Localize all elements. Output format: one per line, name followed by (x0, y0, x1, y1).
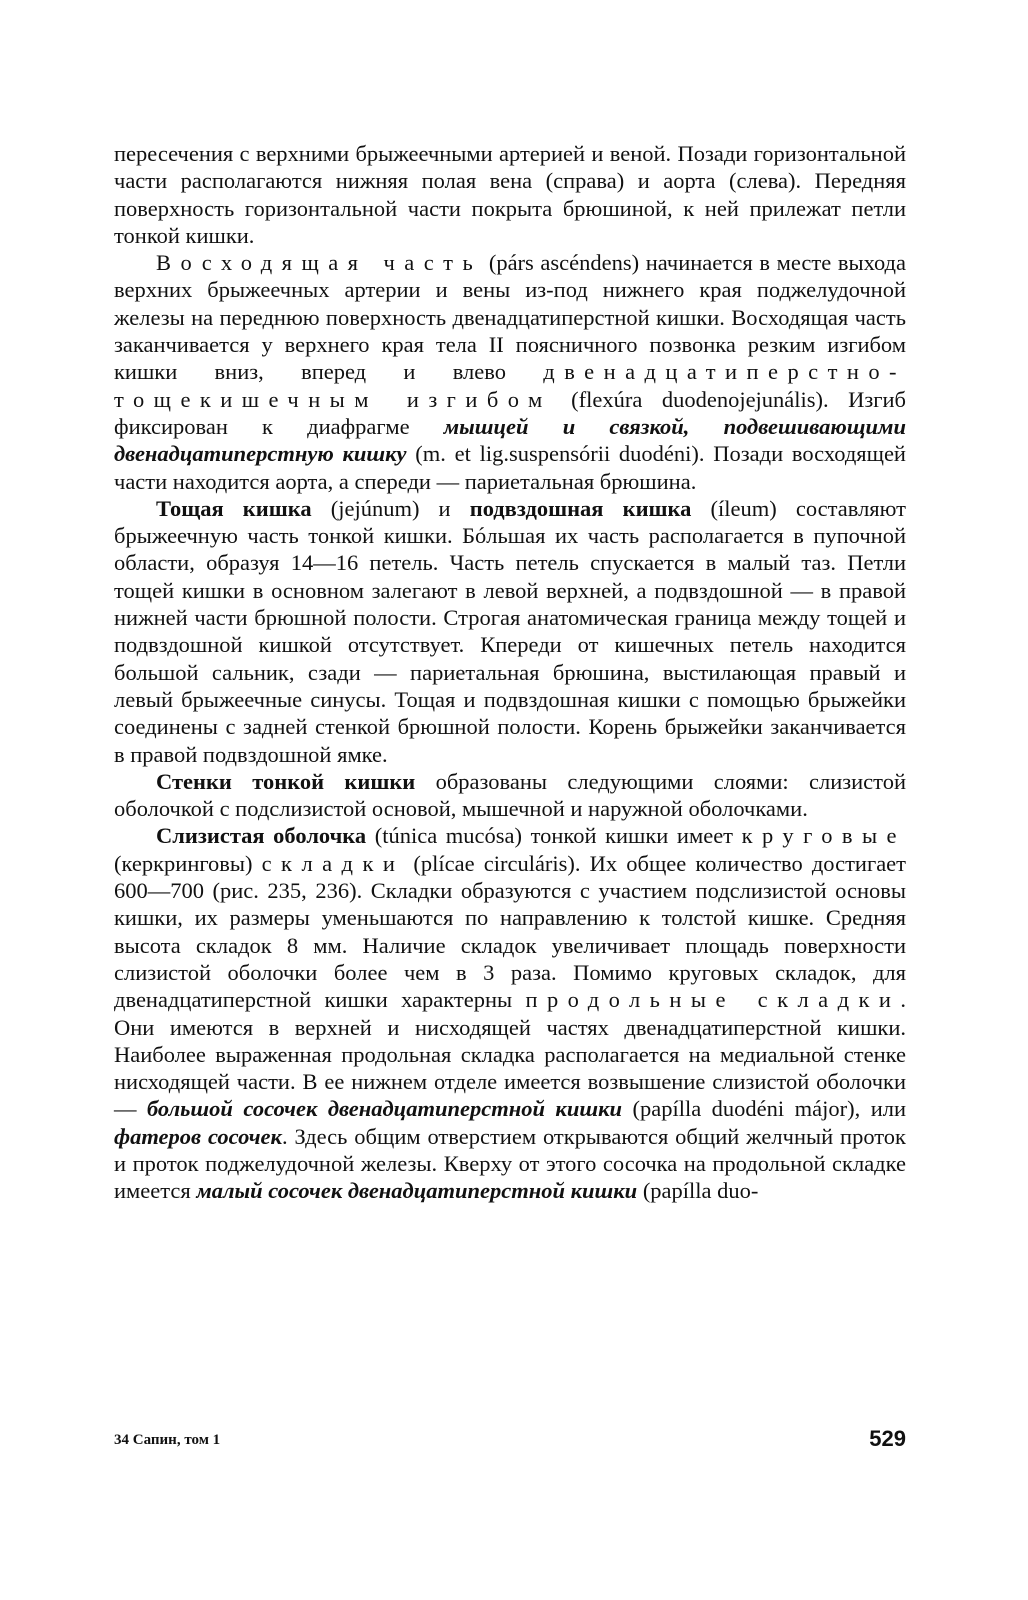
bold-term-jejunum: Тощая кишка (156, 495, 312, 521)
term-circular: круговые (741, 823, 906, 849)
italic-term-vater-papilla: фатеров сосочек (114, 1123, 282, 1149)
term-duodenojejunal-flexure: двенадцатиперстно-тощекишечным изгибом (114, 359, 906, 412)
page-body (114, 140, 906, 1205)
paragraph-2: Восходящая часть (párs ascéndens) начинается в месте выхода верхних брыжеечных артерии и вены из-под нижнего края поджелудочной железы на переднюю поверхность двенадцатиперстной кишки. Восходящая часть заканчивается у верхнего края тела II поясничного позвонка резким изгибом кишки вниз, вперед и влево двенадцатиперстно-тощекишечным изгибом (flexúra duodenojejunális). Изгиб фиксирован к диафрагме мышцей и связкой, подвешивающими двенадцатиперстную кишку (m. et lig.suspensórii duodéni). Позади восходящей части находится аорта, а спереди — париетальная брюшина. (114, 250, 906, 494)
bold-term-walls: Стенки тонкой кишки (156, 768, 416, 794)
term-longitudinal-folds: продольные складки (525, 987, 901, 1013)
paragraph-4: Стенки тонкой кишки образованы следующими слоями: слизистой оболочкой с подслизистой основой, мышечной и наружной оболочками. (114, 768, 906, 822)
bold-term-ileum: подвздошная кишка (469, 495, 692, 521)
italic-term-minor-papilla: малый сосочек двенадцатиперстной кишки (196, 1178, 638, 1204)
bold-term-mucosa: Слизистая оболочка (156, 823, 367, 849)
paragraph-3: Тощая кишка (jejúnum) и подвздошная кишка (íleum) составляют брыжеечную часть тонкой кишки. Бóльшая их часть располагается в пупочной области, образуя 14—16 петель. Часть петель спускается в малый таз. Петли тощей кишки в основном залегают в левой верхней, а подвздошной — в правой нижней части брюшной полости. Строгая анатомическая граница между тощей и подвздошной кишкой отсутствует. Кпереди от кишечных петель находится большой сальник, сзади — париетальная брюшина, выстилающая правый и левый брыжеечные синусы. Тощая и подвздошная кишки с помощью брыжейки соединены с задней стенкой брюшной полости. Корень брыжейки заканчивается в правой подвздошной ямке. (114, 495, 906, 767)
italic-term-suspensory-muscle: мышцей и связкой, подвешивающими двенадцатиперстную кишку (114, 413, 906, 467)
paragraph-5: Слизистая оболочка (túnica mucósa) тонкой кишки имеет круговые (керкринговы) складки (plícae circuláris). Их общее количество достигает 600—700 (рис. 235, 236). Складки образуются с участием подслизистой основы кишки, их размеры уменьшаются по направлению к толстой кишке. Средняя высота складок 8 мм. Наличие складок увеличивает площадь поверхности слизистой оболочки более чем в 3 раза. Помимо круговых складок, для двенадцатиперстной кишки характерны продольные складки. Они имеются в верхней и нисходящей частях двенадцатиперстной кишки. Наиболее выраженная продольная складка располагается на медиальной стенке нисходящей части. В ее нижнем отделе имеется возвышение слизистой оболочки — большой сосочек двенадцатиперстной кишки (papílla duodéni májor), или фатеров сосочек. Здесь общим отверстием открываются общий желчный проток и проток поджелудочной железы. Кверху от этого сосочка на продольной складке имеется малый сосочек двенадцатиперстной кишки (papílla duo- (114, 823, 907, 1204)
paragraph-1: пересечения с верхними брыжеечными артерией и веной. Позади горизонтальной части располагаются нижняя полая вена (справа) и аорта (слева). Передняя поверхность горизонтальной части покрыта брюшиной, к ней прилежат петли тонкой кишки. (114, 141, 906, 248)
term-folds: складки (261, 850, 405, 876)
signature-mark: 34 Сапин, том 1 (114, 1432, 221, 1448)
term-ascending-part: Восходящая часть (156, 250, 483, 276)
italic-term-major-papilla: большой сосочек двенадцатиперстной кишки (146, 1096, 623, 1122)
page-number: 529 (869, 1426, 906, 1451)
